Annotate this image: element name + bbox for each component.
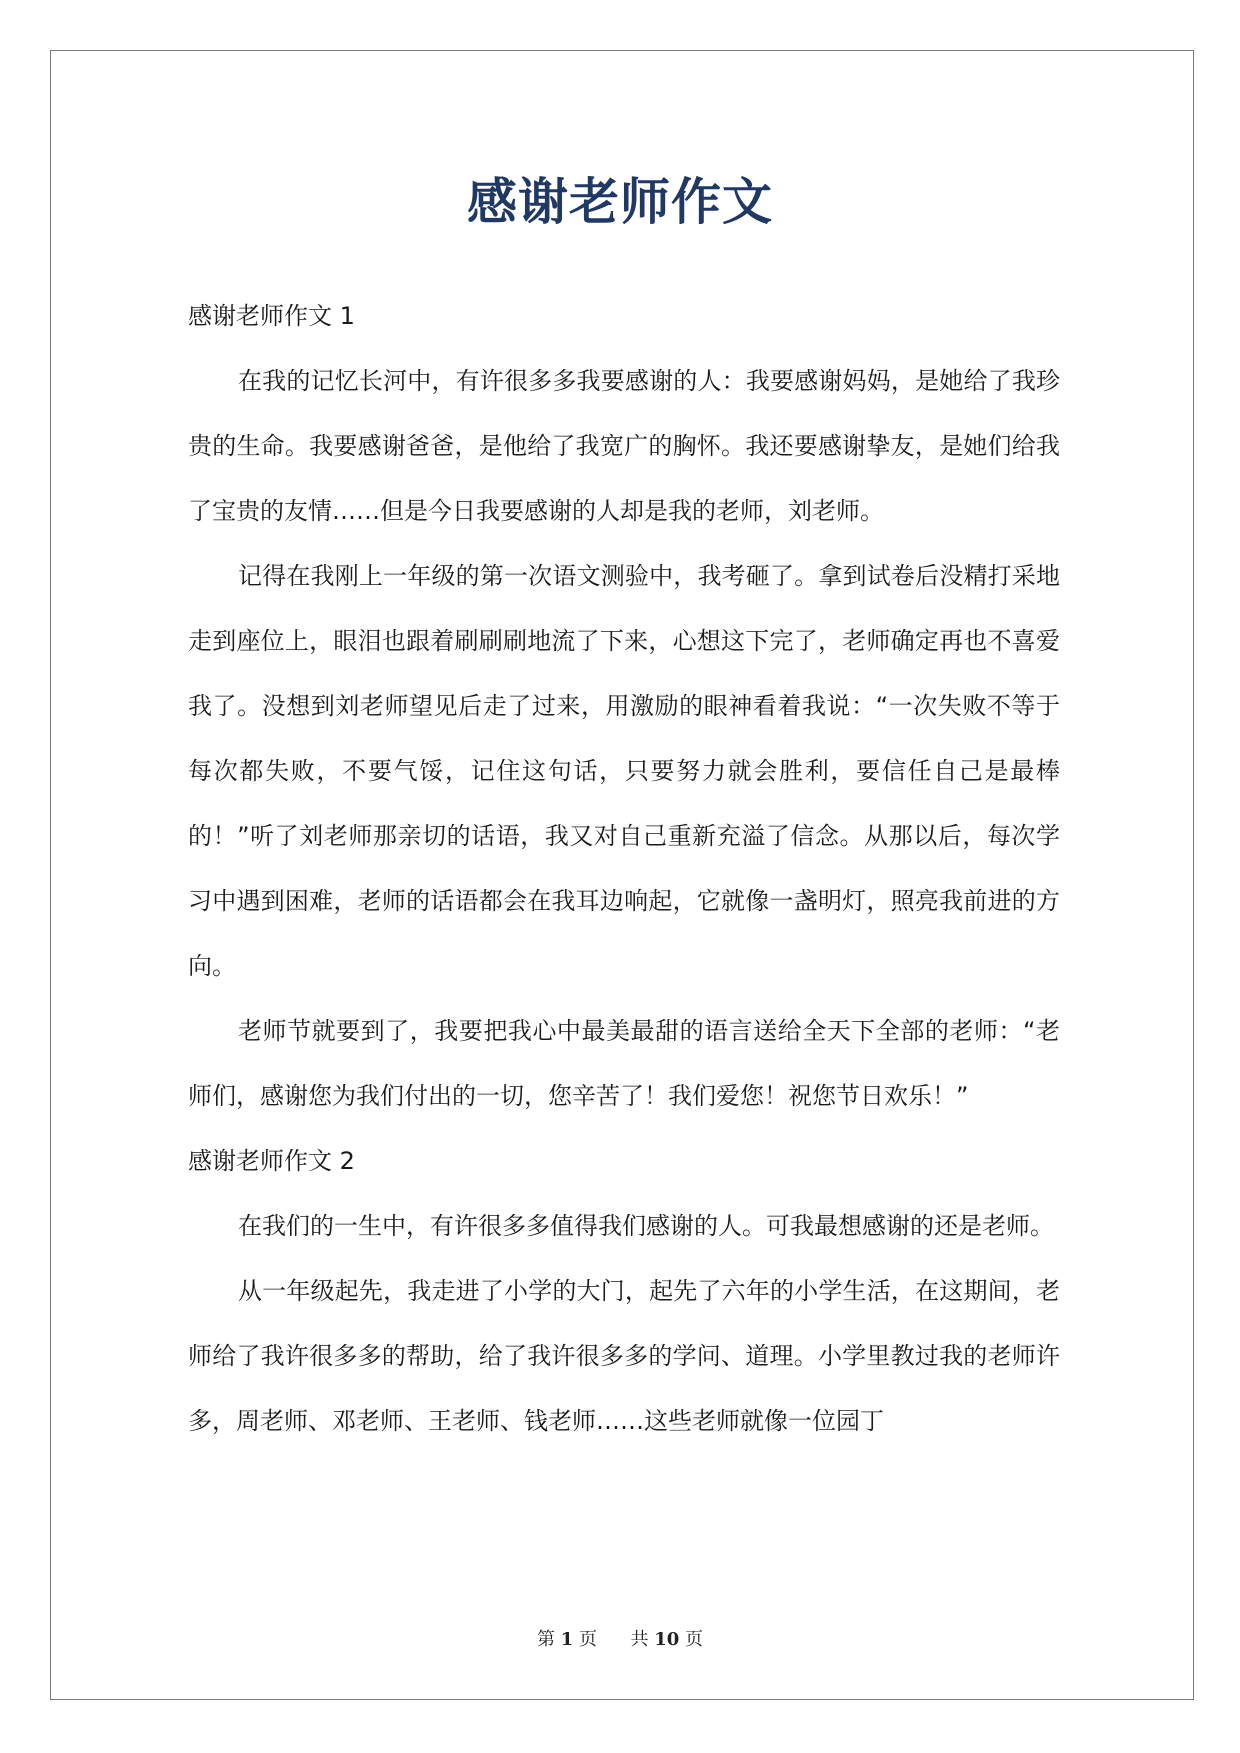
section-heading-1: 感谢老师作文 1: [188, 302, 355, 330]
total-page-count: 10: [654, 1629, 680, 1650]
total-label-prefix: 共: [630, 1629, 649, 1650]
paragraph: 记得在我刚上一年级的第一次语文测验中，我考砸了。拿到试卷后没精打采地走到座位上，眼泪也跟着刷刷刷地流了下来，心想这下完了，老师确定再也不喜爱我了。没想到刘老师望见后走了过来，用激励的眼神看着我说：“一次失败不等于每次都失败，不要气馁，记住这句话，只要努力就会胜利，要信任自己是最棒的！”听了刘老师那亲切的话语，我又对自己重新充溢了信念。从那以后，每次学习中遇到困难，老师的话语都会在我耳边响起，它就像一盏明灯，照亮我前进的方向。: [188, 562, 1060, 980]
paragraph: 从一年级起先，我走进了小学的大门，起先了六年的小学生活，在这期间，老师给了我许很多多的帮助，给了我许很多多的学问、道理。小学里教过我的老师许多，周老师、邓老师、王老师、钱老师……这些老师就像一位园丁: [188, 1277, 1060, 1435]
document-body: [188, 284, 1060, 1454]
document-title: 感谢老师作文: [467, 173, 773, 231]
page-label-unit: 页: [579, 1629, 597, 1650]
current-page-number: 1: [560, 1629, 574, 1650]
total-label-unit: 页: [685, 1629, 703, 1650]
paragraph: 在我的记忆长河中，有许很多多我要感谢的人：我要感谢妈妈，是她给了我珍贵的生命。我要感谢爸爸，是他给了我宽广的胸怀。我还要感谢挚友，是她们给我了宝贵的友情……但是今日我要感谢的人却是我的老师，刘老师。: [188, 367, 1060, 525]
paragraph: 在我们的一生中，有许很多多值得我们感谢的人。可我最想感谢的还是老师。: [238, 1212, 1054, 1240]
page-label-prefix: 第: [537, 1629, 555, 1650]
section-heading-2: 感谢老师作文 2: [188, 1147, 355, 1175]
page-footer: [0, 1628, 1240, 1652]
paragraph: 老师节就要到了，我要把我心中最美最甜的语言送给全天下全部的老师：“老师们，感谢您为我们付出的一切，您辛苦了！我们爱您！祝您节日欢乐！”: [188, 1017, 1060, 1110]
